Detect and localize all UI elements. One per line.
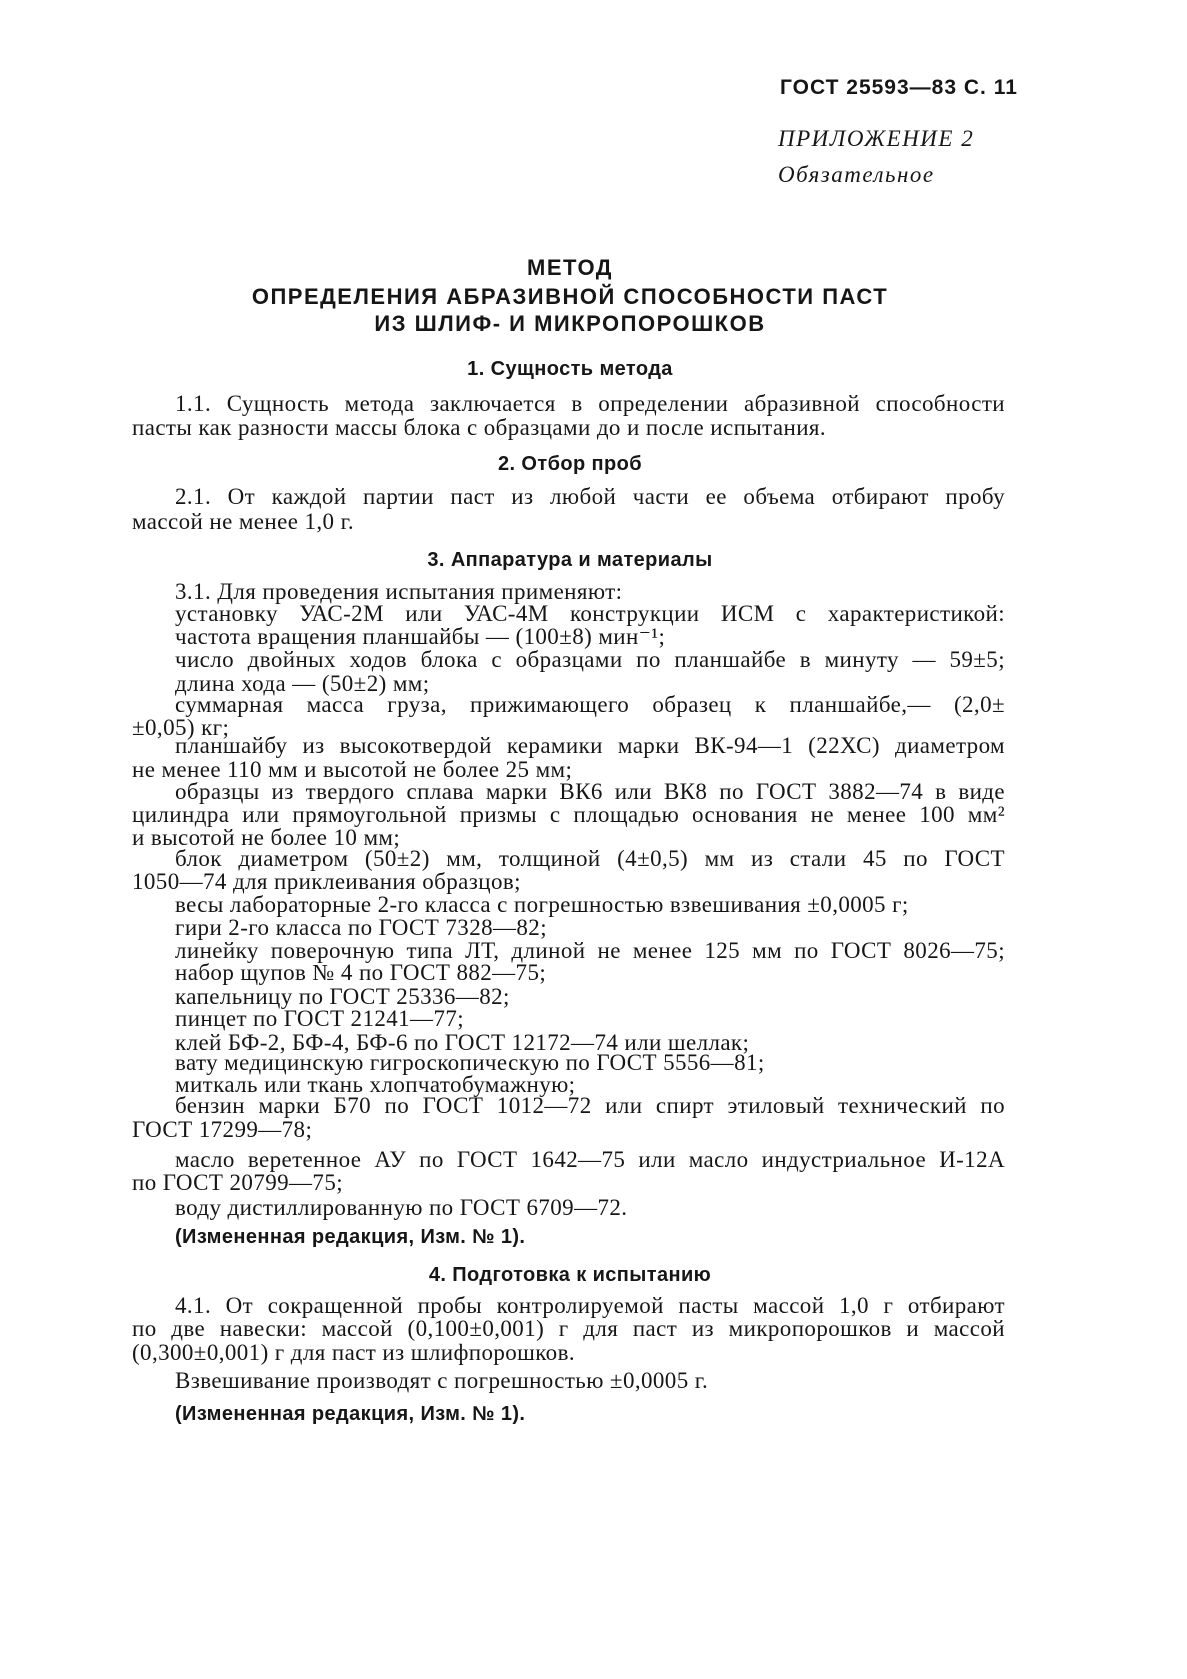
section-heading: 3. Аппаратура и материалы xyxy=(427,549,713,571)
text-line: (0,300±0,001) г для паст из шлифпорошков. xyxy=(132,1340,575,1365)
text-line: число двойных ходов блока с образцами по планшайбе в минуту — 59±5; xyxy=(175,647,1005,672)
text-line: ±0,05) кг; xyxy=(132,715,230,740)
document-title-line: ИЗ ШЛИФ- И МИКРОПОРОШКОВ xyxy=(374,311,766,336)
text-line: цилиндра или прямоугольной призмы с площадью основания не менее 100 мм² xyxy=(132,802,1005,827)
text-line: пасты как разности массы блока с образцами до и после испытания. xyxy=(132,415,827,440)
text-line: капельницу по ГОСТ 25336—82; xyxy=(175,984,510,1009)
text-line: линейку поверочную типа ЛТ, длиной не менее 125 мм по ГОСТ 8026—75; xyxy=(175,938,1005,963)
text-line: клей БФ-2, БФ-4, БФ-6 по ГОСТ 12172—74 или шеллак; xyxy=(175,1030,750,1055)
text-line: суммарная масса груза, прижимающего образец к планшайбе,— (2,0± xyxy=(175,692,1005,717)
text-line: гири 2-го класса по ГОСТ 7328—82; xyxy=(175,915,547,940)
text-line: 1.1. Сущность метода заключается в определении абразивной способности xyxy=(175,391,1005,416)
text-line: воду дистиллированную по ГОСТ 6709—72. xyxy=(175,1195,628,1220)
text-line: набор щупов № 4 по ГОСТ 882—75; xyxy=(175,960,547,985)
text-line: масло веретенное АУ по ГОСТ 1642—75 или масло индустриальное И-12А xyxy=(175,1147,1005,1172)
document-title-line: ОПРЕДЕЛЕНИЯ АБРАЗИВНОЙ СПОСОБНОСТИ ПАСТ xyxy=(251,284,889,309)
text-line: массой не менее 1,0 г. xyxy=(132,509,354,534)
section-heading: 2. Отбор проб xyxy=(498,453,642,475)
text-line: по ГОСТ 20799—75; xyxy=(132,1170,344,1195)
text-line: Взвешивание производят с погрешностью ±0,0005 г. xyxy=(175,1368,709,1393)
text-line: блок диаметром (50±2) мм, толщиной (4±0,5) мм из стали 45 по ГОСТ xyxy=(175,846,1005,871)
text-line: не менее 110 мм и высотой не более 25 мм; xyxy=(132,757,573,782)
text-line: частота вращения планшайбы — (100±8) мин⁻¹; xyxy=(175,624,666,649)
text-line: миткаль или ткань хлопчатобумажную; xyxy=(175,1072,576,1097)
text-line: пинцет по ГОСТ 21241—77; xyxy=(175,1006,465,1031)
text-line: образцы из твердого сплава марки ВК6 или ВК8 по ГОСТ 3882—74 в виде xyxy=(175,779,1005,804)
document-title-line: МЕТОД xyxy=(527,255,613,280)
section-heading: 4. Подготовка к испытанию xyxy=(428,1264,712,1286)
text-line: весы лабораторные 2-го класса с погрешностью взвешивания ±0,0005 г; xyxy=(175,892,909,917)
text-line: 1050—74 для приклеивания образцов; xyxy=(132,869,521,894)
text-line: ГОСТ 17299—78; xyxy=(132,1117,313,1142)
appendix-label: ПРИЛОЖЕНИЕ 2 xyxy=(778,126,975,151)
text-line: 2.1. От каждой партии паст из любой части ее объема отбирают пробу xyxy=(175,484,1005,509)
text-line: длина хода — (50±2) мм; xyxy=(175,671,430,696)
text-line: вату медицинскую гигроскопическую по ГОСТ 5556—81; xyxy=(175,1050,765,1075)
amendment-note: (Измененная редакция, Изм. № 1). xyxy=(175,1226,526,1248)
page-header-gost-number: ГОСТ 25593—83 С. 11 xyxy=(780,76,1018,99)
amendment-note: (Измененная редакция, Изм. № 1). xyxy=(175,1403,526,1425)
text-line: 4.1. От сокращенной пробы контролируемой пасты массой 1,0 г отбирают xyxy=(175,1293,1005,1318)
text-line: бензин марки Б70 по ГОСТ 1012—72 или спирт этиловый технический по xyxy=(175,1093,1005,1118)
section-heading: 1. Сущность метода xyxy=(467,358,673,380)
text-line: 3.1. Для проведения испытания применяют: xyxy=(175,579,623,604)
text-line: и высотой не более 10 мм; xyxy=(132,825,401,850)
appendix-status: Обязательное xyxy=(778,162,935,187)
text-line: по две навески: массой (0,100±0,001) г для паст из микропорошков и массой xyxy=(132,1316,1005,1341)
text-line: установку УАС-2М или УАС-4М конструкции ИСМ с характеристикой: xyxy=(175,601,1005,626)
text-line: планшайбу из высокотвердой керамики марки ВК-94—1 (22ХС) диаметром xyxy=(175,733,1005,758)
